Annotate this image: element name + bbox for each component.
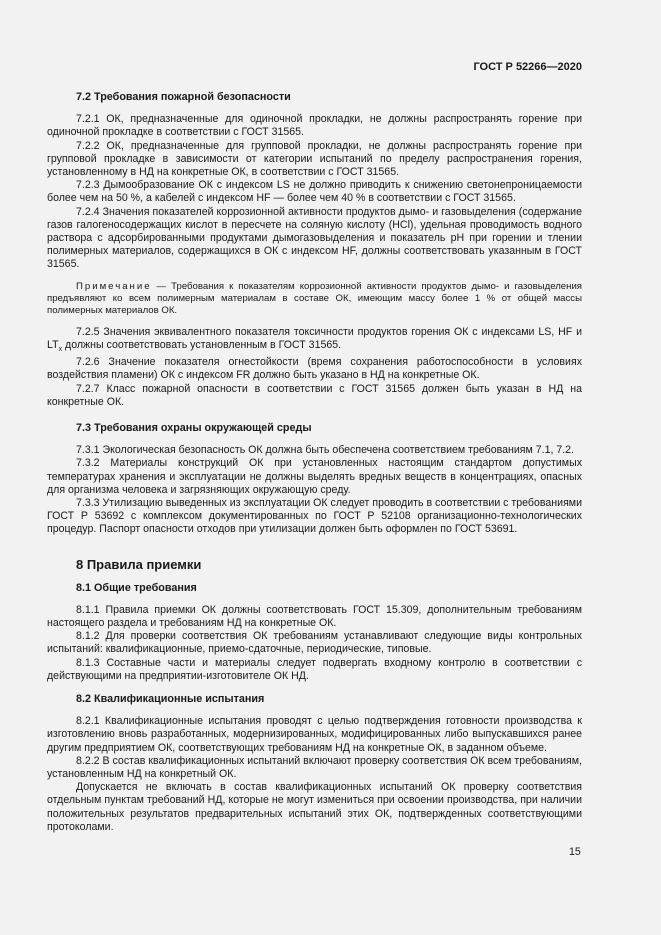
chapter-heading-8: 8 Правила приемки xyxy=(76,556,202,572)
note-label: Примечание xyxy=(76,280,152,292)
paragraph-8-2-2: 8.2.2 В состав квалификационных испытаний включают проверку соответствия ОК всем требованиям, установленным НД на конкретный ОК. xyxy=(47,754,582,781)
paragraph-8-2-2-continued: Допускается не включать в состав квалификационных испытаний ОК проверку соответствия отдельным пунктам требований НД, которые не могут измениться при освоении производства, при наличии положительных результатов предварительных испытаний этих ОК, подтвержденных соответствующими протоколами. xyxy=(47,781,582,833)
paragraph-7-3-3: 7.3.3 Утилизацию выведенных из эксплуатации ОК следует проводить в соответствии с требованиями ГОСТ Р 53692 с комплексом документированных по ГОСТ Р 52108 организационно-технологических процедур. Паспорт опасности отходов при утилизации должен быть оформлен по ГОСТ 53691. xyxy=(47,496,582,536)
paragraph-8-2-1: 8.2.1 Квалификационные испытания проводят с целью подтверждения готовности производства к изготовлению вновь разработанных, модернизированных, модифицированных либо выпускавшихся ранее другим предприятием ОК, соответствующих требованиям НД на конкретные ОК, в заданном объеме. xyxy=(47,715,582,754)
section-heading-7-2: 7.2 Требования пожарной безопасности xyxy=(76,91,291,103)
paragraph-8-1-2: 8.1.2 Для проверки соответствия ОК требованиям устанавливают следующие виды контрольных испытаний: квалификационные, приемо-сдаточные, периодические, типовые. xyxy=(47,630,582,656)
paragraph-7-3-1: 7.3.1 Экологическая безопасность ОК должна быть обеспечена соответствием требованиям 7.1, 7.2. xyxy=(76,444,575,457)
paragraph-7-2-7: 7.2.7 Класс пожарной опасности в соответствии с ГОСТ 31565 должен быть указан в НД на конкретные ОК. xyxy=(47,382,582,408)
subscript-x: x xyxy=(58,345,63,353)
paragraph-7-2-4: 7.2.4 Значения показателей коррозионной активности продуктов дымо- и газовыделения (содержание газов галогеносодержащих кислот в пересчете на соляную кислоту (HCl), удельная проводимость водного раствора с адсорбированными продуктами дымогазовыделения и показатель pH при горении и тлении полимерных материалов, содержащихся в ОК с индексом HF, должны соответствовать указанным в ГОСТ 31565. xyxy=(47,205,582,271)
paragraph-8-1-3: 8.1.3 Составные части и материалы следует подвергать входному контролю в соответствии с действующими на предприятии-изготовителе ОК НД. xyxy=(47,656,582,682)
section-heading-8-1: 8.1 Общие требования xyxy=(76,581,197,594)
paragraph-7-2-1: 7.2.1 ОК, предназначенные для одиночной прокладки, не должны распространять горение при одиночной прокладке в соответствии с ГОСТ 31565. xyxy=(47,113,582,139)
paragraph-7-2-6: 7.2.6 Значение показателя огнестойкости (время сохранения работоспособности в условиях воздействия пламени) ОК с индексом FR должно быть указано в НД на конкретные ОК. xyxy=(47,356,582,382)
paragraph-7-2-5-text-a: 7.2.5 Значения эквивалентного показателя токсичности продуктов горения ОК с индексами LS, HF и LT xyxy=(47,325,582,351)
page-number: 15 xyxy=(569,846,581,858)
paragraph-8-1-1: 8.1.1 Правила приемки ОК должны соответствовать ГОСТ 15.309, дополнительным требованиям настоящего раздела и требованиям НД на конкретные ОК. xyxy=(47,603,582,629)
paragraph-7-2-5-text-b: должны соответствовать установленным в ГОСТ 31565. xyxy=(62,338,342,351)
note-7-2-4 xyxy=(47,281,582,317)
page-content xyxy=(47,91,582,834)
paragraph-7-2-2: 7.2.2 ОК, предназначенные для групповой прокладки, не должны распространять горение при групповой прокладке в зависимости от категории испытаний по пределу распространения горения, установленному в НД на конкретные ОК, в соответствии с ГОСТ 31565. xyxy=(47,139,582,179)
paragraph-7-3-2: 7.3.2 Материалы конструкций ОК при установленных настоящим стандартом допустимых температурах хранения и эксплуатации не должны выделять вредных веществ в концентрациях, опасных для организма человека и загрязняющих окружающую среду. xyxy=(47,457,582,496)
paragraph-7-2-3: 7.2.3 Дымообразование ОК с индексом LS не должно приводить к снижению светонепроницаемости более чем на 50 %, а кабелей с индексом HF — более чем 40 % в соответствии с ГОСТ 31565. xyxy=(47,179,582,205)
document-id: ГОСТ Р 52266—2020 xyxy=(473,61,582,73)
section-heading-8-2: 8.2 Квалификационные испытания xyxy=(76,693,265,706)
section-heading-7-3: 7.3 Требования охраны окружающей среды xyxy=(76,421,312,434)
note-text: — Требования к показателям коррозионной активности продуктов дымо- и газовыделения предъявляют ко всем полимерным материалам в составе ОК, имеющим массу более 1 % от общей массы полимерных материалов ОК. xyxy=(47,280,582,316)
paragraph-7-2-5 xyxy=(47,326,582,357)
